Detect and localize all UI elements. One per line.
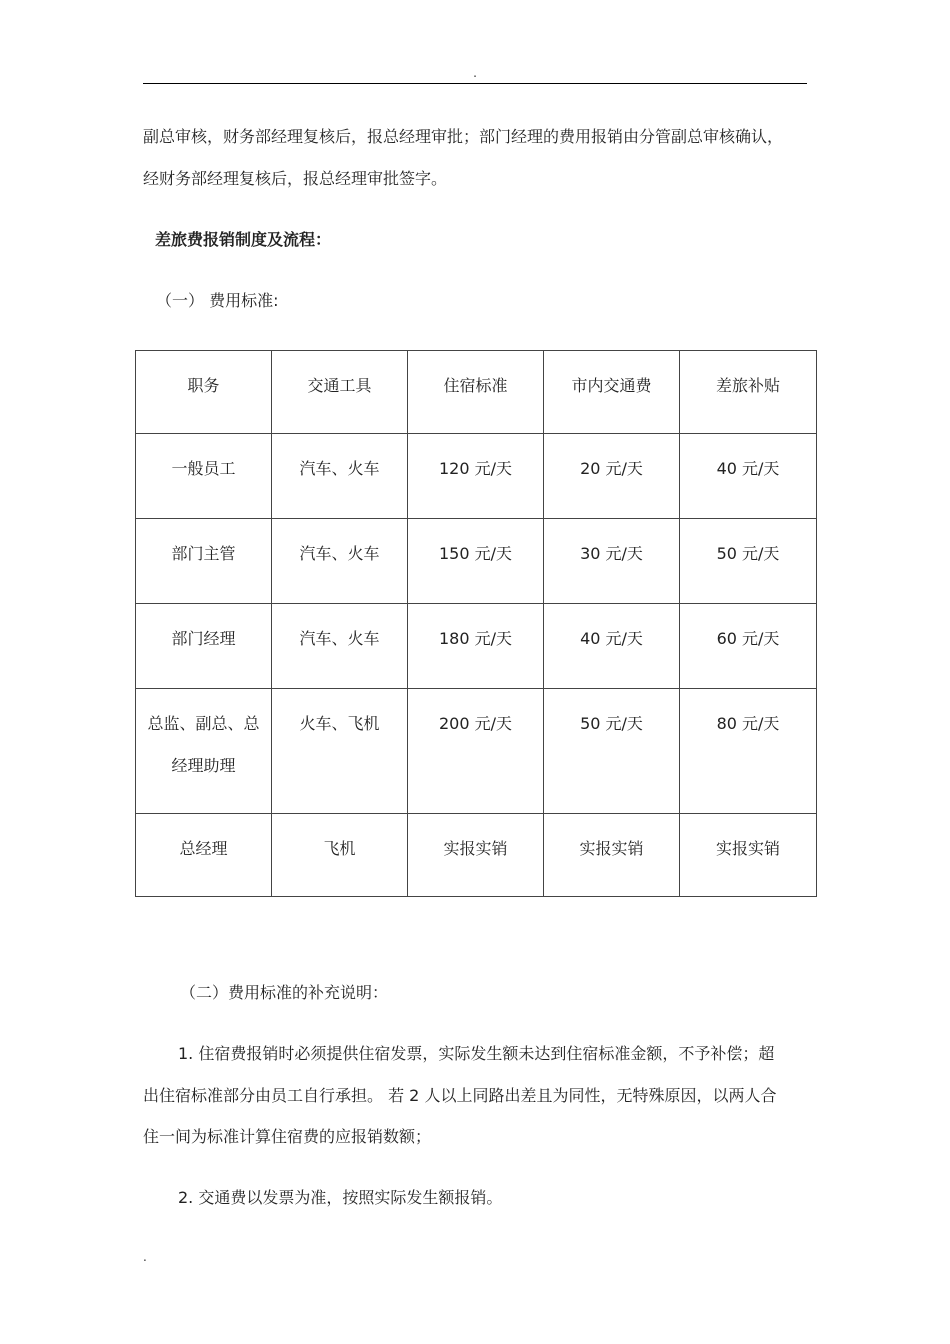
table-cell: 火车、飞机 <box>272 689 408 814</box>
header-rule <box>143 83 807 84</box>
paragraph-approval-line1: 副总审核，财务部经理复核后，报总经理审批；部门经理的费用报销由分管副总审核确认， <box>143 127 784 146</box>
table-cell: 60 元/天 <box>680 604 817 689</box>
table-cell: 200 元/天 <box>408 689 544 814</box>
note-transport: 2. 交通费以发票为准，按照实际发生额报销。 <box>178 1188 503 1207</box>
table-cell: 汽车、火车 <box>272 434 408 519</box>
header-cell-lodging: 住宿标准 <box>408 351 544 434</box>
table-row <box>136 814 817 897</box>
table-cell: 飞机 <box>272 814 408 897</box>
header-cell-allowance: 差旅补贴 <box>680 351 817 434</box>
table-cell: 汽车、火车 <box>272 604 408 689</box>
table-cell: 实报实销 <box>544 814 680 897</box>
header-cell-transport: 交通工具 <box>272 351 408 434</box>
table-cell: 30 元/天 <box>544 519 680 604</box>
table-cell: 总监、副总、总经理助理 <box>136 689 272 814</box>
table-cell: 20 元/天 <box>544 434 680 519</box>
page-footer-marker: . <box>143 1250 147 1264</box>
page-header-marker: . <box>473 66 477 80</box>
subsection-supplementary: （二）费用标准的补充说明： <box>180 983 389 1002</box>
table-cell: 总经理 <box>136 814 272 897</box>
table-row <box>136 434 817 519</box>
table-cell: 实报实销 <box>408 814 544 897</box>
table-cell: 部门主管 <box>136 519 272 604</box>
header-cell-position: 职务 <box>136 351 272 434</box>
table-cell: 实报实销 <box>680 814 817 897</box>
table-cell: 40 元/天 <box>544 604 680 689</box>
table-cell: 一般员工 <box>136 434 272 519</box>
table-cell: 50 元/天 <box>544 689 680 814</box>
table-cell: 50 元/天 <box>680 519 817 604</box>
table-row <box>136 519 817 604</box>
note-lodging-line2: 出住宿标准部分由员工自行承担。 若 2 人以上同路出差且为同性，无特殊原因，以两人合 <box>143 1086 777 1105</box>
table-row <box>136 689 817 814</box>
header-cell-city-transport: 市内交通费 <box>544 351 680 434</box>
table-row <box>136 604 817 689</box>
note-lodging-line1: 1. 住宿费报销时必须提供住宿发票，实际发生额未达到住宿标准金额，不予补偿；超 <box>178 1044 775 1063</box>
table-cell: 40 元/天 <box>680 434 817 519</box>
paragraph-approval-line2: 经财务部经理复核后，报总经理审批签字。 <box>143 169 448 188</box>
expense-standard-table <box>135 350 817 897</box>
table-cell: 部门经理 <box>136 604 272 689</box>
table-header-row <box>136 351 817 434</box>
table-cell: 150 元/天 <box>408 519 544 604</box>
section-title: 差旅费报销制度及流程： <box>155 230 332 249</box>
table-cell: 120 元/天 <box>408 434 544 519</box>
table-cell: 汽车、火车 <box>272 519 408 604</box>
note-lodging-line3: 住一间为标准计算住宿费的应报销数额； <box>143 1127 432 1146</box>
table-cell: 80 元/天 <box>680 689 817 814</box>
subsection-expense-standard: （一） 费用标准: <box>156 291 279 310</box>
table-cell: 180 元/天 <box>408 604 544 689</box>
